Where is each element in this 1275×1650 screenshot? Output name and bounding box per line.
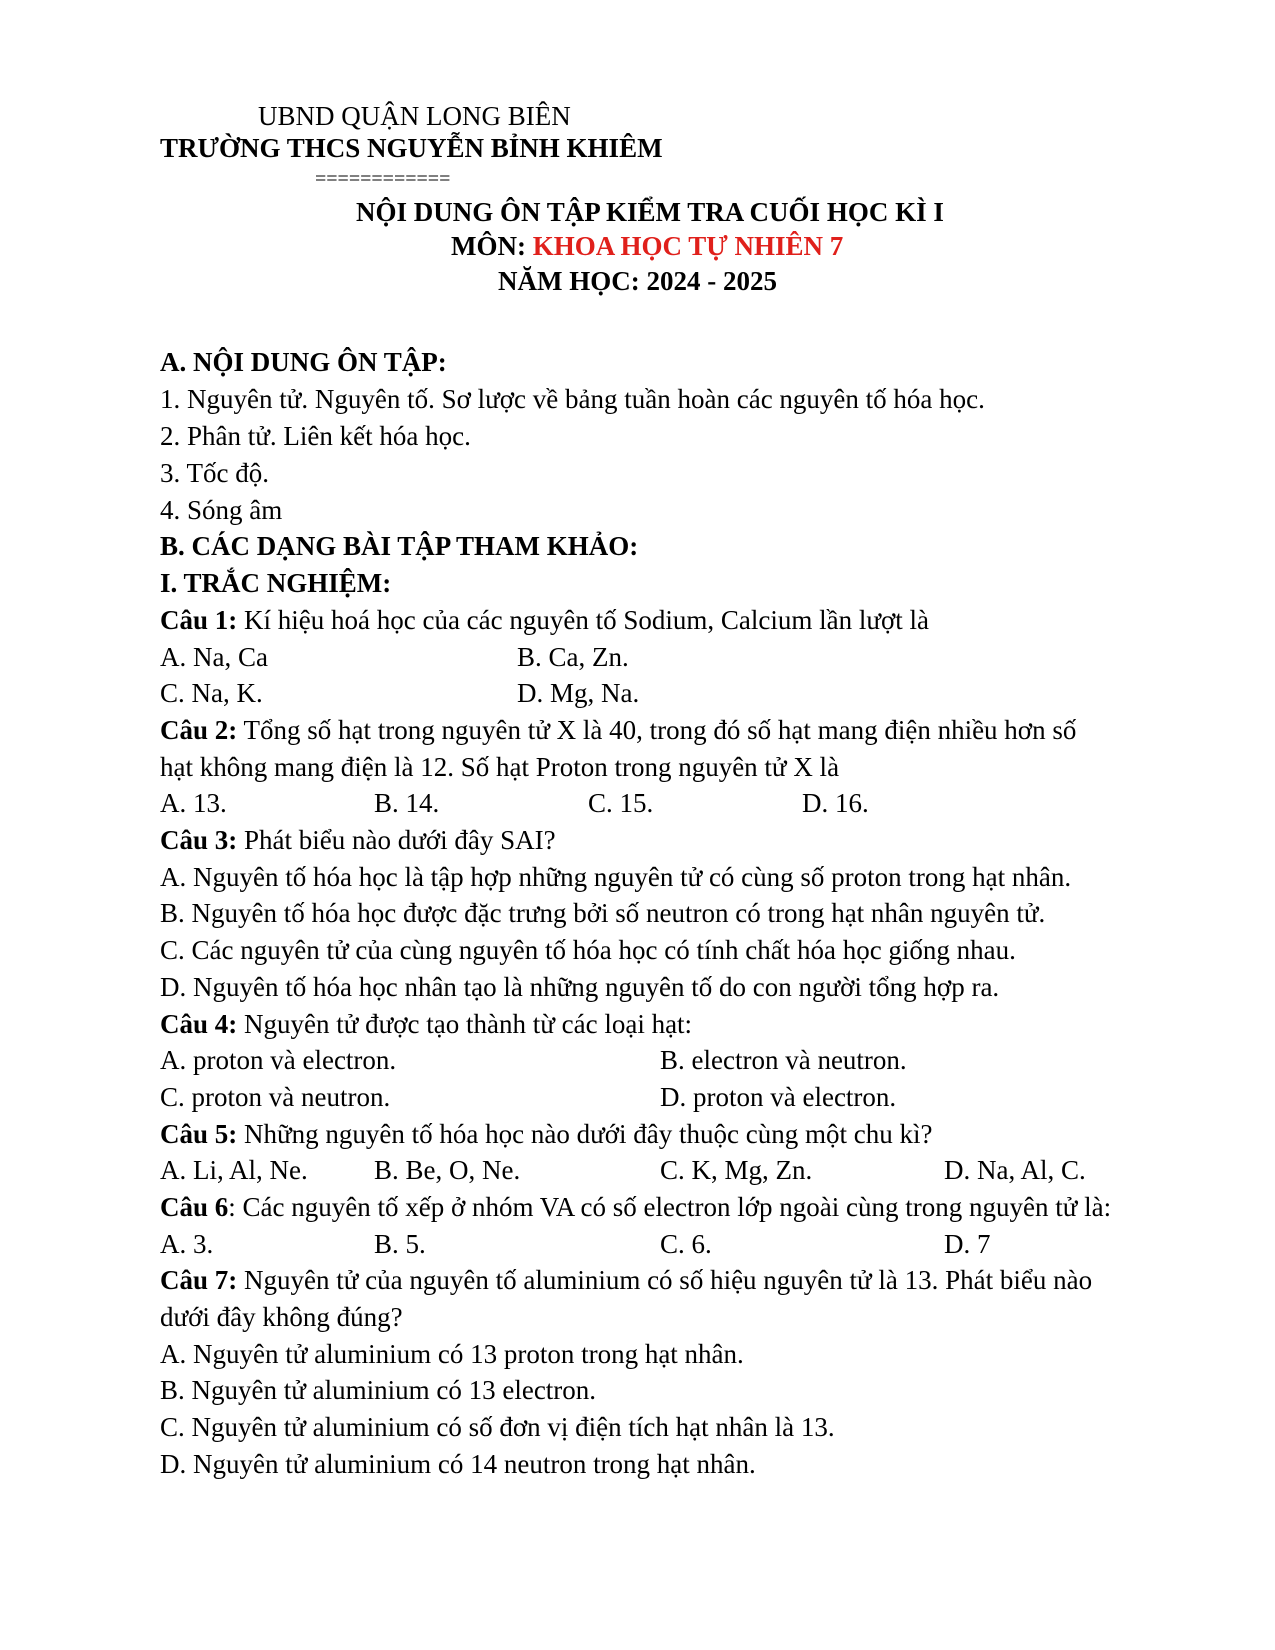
option: B. Nguyên tử aluminium có 13 electron. <box>160 1375 597 1405</box>
option: A. Na, Ca <box>160 642 268 672</box>
option: C. K, Mg, Zn. <box>660 1155 813 1185</box>
review-item: 4. Sóng âm <box>160 495 283 525</box>
option: B. 5. <box>374 1229 426 1259</box>
option: C. 6. <box>660 1229 712 1259</box>
review-item: 3. Tốc độ. <box>160 458 269 488</box>
question-7 <box>160 1267 1092 1294</box>
option: B. Be, O, Ne. <box>374 1155 521 1185</box>
question-text: Nguyên tử của nguyên tố aluminium có số hiệu nguyên tử là 13. Phát biểu nào <box>237 1265 1093 1295</box>
question-text: Tổng số hạt trong nguyên tử X là 40, trong đó số hạt mang điện nhiều hơn số <box>237 715 1077 745</box>
option: B. 14. <box>374 788 440 818</box>
subject-label: MÔN: <box>451 231 533 261</box>
question-label: Câu 1: <box>160 605 238 635</box>
section-a-heading: A. NỘI DUNG ÔN TẬP: <box>160 347 447 377</box>
question-5 <box>160 1121 932 1148</box>
subject-name: KHOA HỌC TỰ NHIÊN 7 <box>532 231 844 261</box>
option: A. Nguyên tố hóa học là tập hợp những nguyên tử có cùng số proton trong hạt nhân. <box>160 862 1072 892</box>
school-year: NĂM HỌC: 2024 - 2025 <box>498 266 777 296</box>
question-text: Kí hiệu hoá học của các nguyên tố Sodium, Calcium lần lượt là <box>237 605 930 635</box>
option: C. Na, K. <box>160 678 263 708</box>
question-4 <box>160 1011 692 1038</box>
question-2 <box>160 717 1076 744</box>
option: B. electron và neutron. <box>660 1045 907 1075</box>
question-1 <box>160 607 929 634</box>
question-6 <box>160 1194 1111 1221</box>
question-label: Câu 7: <box>160 1265 238 1295</box>
question-text-continued: hạt không mang điện là 12. Số hạt Proton trong nguyên tử X là <box>160 752 840 782</box>
option: A. Li, Al, Ne. <box>160 1155 308 1185</box>
option: D. 7 <box>944 1229 991 1259</box>
review-item: 1. Nguyên tử. Nguyên tố. Sơ lược về bảng tuần hoàn các nguyên tố hóa học. <box>160 384 985 414</box>
option: A. proton và electron. <box>160 1045 397 1075</box>
question-label: Câu 2: <box>160 715 238 745</box>
review-item: 2. Phân tử. Liên kết hóa học. <box>160 421 471 451</box>
option: A. Nguyên tử aluminium có 13 proton trong hạt nhân. <box>160 1339 744 1369</box>
district-name: UBND QUẬN LONG BIÊN <box>258 101 571 131</box>
question-text: : Các nguyên tố xếp ở nhóm VA có số electron lớp ngoài cùng trong nguyên tử là: <box>228 1192 1112 1222</box>
option: A. 13. <box>160 788 227 818</box>
option: D. Nguyên tử aluminium có 14 neutron trong hạt nhân. <box>160 1449 756 1479</box>
question-label: Câu 3: <box>160 825 238 855</box>
option: C. 15. <box>588 788 654 818</box>
header-divider: ============ <box>315 168 451 190</box>
subject-line <box>451 233 843 260</box>
option: D. Mg, Na. <box>517 678 640 708</box>
question-label: Câu 4: <box>160 1009 238 1039</box>
option: C. proton và neutron. <box>160 1082 391 1112</box>
option: B. Nguyên tố hóa học được đặc trưng bởi số neutron có trong hạt nhân nguyên tử. <box>160 898 1046 928</box>
question-label: Câu 6 <box>160 1192 229 1222</box>
document-title: NỘI DUNG ÔN TẬP KIỂM TRA CUỐI HỌC KÌ I <box>356 197 944 227</box>
option: B. Ca, Zn. <box>517 642 629 672</box>
question-text: Nguyên tử được tạo thành từ các loại hạt: <box>237 1009 693 1039</box>
option: D. 16. <box>802 788 869 818</box>
option: D. proton và electron. <box>660 1082 897 1112</box>
option: C. Các nguyên tử của cùng nguyên tố hóa học có tính chất hóa học giống nhau. <box>160 935 1016 965</box>
option: A. 3. <box>160 1229 214 1259</box>
option: D. Na, Al, C. <box>944 1155 1086 1185</box>
question-text-continued: dưới đây không đúng? <box>160 1302 403 1332</box>
question-label: Câu 5: <box>160 1119 238 1149</box>
multiple-choice-heading: I. TRẮC NGHIỆM: <box>160 568 392 598</box>
option: C. Nguyên tử aluminium có số đơn vị điện tích hạt nhân là 13. <box>160 1412 835 1442</box>
question-text: Những nguyên tố hóa học nào dưới đây thuộc cùng một chu kì? <box>237 1119 933 1149</box>
school-name: TRƯỜNG THCS NGUYỄN BỈNH KHIÊM <box>160 133 663 163</box>
question-3 <box>160 827 556 854</box>
section-b-heading: B. CÁC DẠNG BÀI TẬP THAM KHẢO: <box>160 531 639 561</box>
option: D. Nguyên tố hóa học nhân tạo là những nguyên tố do con người tổng hợp ra. <box>160 972 1000 1002</box>
question-text: Phát biểu nào dưới đây SAI? <box>237 825 556 855</box>
